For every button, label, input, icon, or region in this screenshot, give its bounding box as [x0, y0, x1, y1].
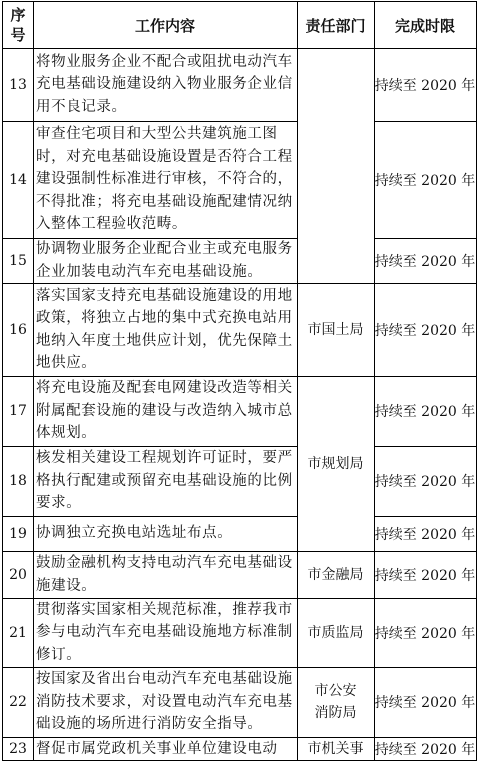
row-number: 18 [9, 473, 27, 489]
task-content: 审查住宅项目和大型公共建筑施工图时，对充电基础设施设置是否符合工程建设强制性标准进行审核，不符合的，不得批准；将充电基础设施配建情况纳入整体工程验收范畴。 [36, 126, 293, 233]
department-cell: 市机关事 [307, 741, 364, 757]
header-seq: 序号 [10, 6, 26, 44]
deadline-cell: 持续至 2020 年 [374, 404, 476, 420]
row-number: 16 [9, 321, 27, 338]
department-cell: 市金融局 [307, 566, 364, 583]
deadline-cell: 持续至 2020 年 [374, 474, 476, 490]
task-content: 按国家及省出台电动汽车充电基础设施消防技术要求，对设置电动汽车充电基础设施的场所进行消防安全指导。 [36, 671, 293, 733]
task-content: 鼓励金融机构支持电动汽车充电基础设施建设。 [36, 555, 293, 594]
deadline-cell: 持续至 2020 年 [374, 77, 476, 94]
deadline-cell: 持续至 2020 年 [374, 526, 476, 543]
task-content: 协调物业服务企业配合业主或充电服务企业加装电动汽车充电基础设施。 [36, 241, 293, 280]
task-content: 将物业服务企业不配合或阻扰电动汽车充电基础设施建设纳入物业服务企业信用不良记录。 [36, 53, 293, 115]
row-number: 20 [9, 566, 27, 583]
header-content: 工作内容 [134, 16, 195, 35]
task-content: 贯彻落实国家相关规范标准，推荐我市参与电动汽车充电基础设施地方标准制修订。 [36, 601, 293, 663]
department-cell: 市国土局 [307, 321, 364, 338]
task-content: 落实国家支持充电基础设施建设的用地政策，将独立占地的集中式充换电站用地纳入年度土地供应计划，优先保障土地供应。 [36, 287, 293, 371]
header-department: 责任部门 [305, 16, 366, 35]
department-cell: 市质监局 [307, 624, 364, 641]
row-number: 17 [9, 403, 27, 419]
deadline-cell: 持续至 2020 年 [374, 695, 476, 711]
task-content: 核发相关建设工程规划许可证时，要严格执行配建或预留充电基础设施的比例要求。 [36, 450, 293, 512]
task-content: 督促市属党政机关事业单位建设电动 [36, 740, 278, 757]
task-content: 将充电设施及配套电网建设改造等相关附属配套设施的建设与改造纳入城市总体规划。 [36, 380, 293, 442]
deadline-cell: 持续至 2020 年 [374, 742, 476, 758]
deadline-cell: 持续至 2020 年 [374, 625, 476, 642]
row-number: 22 [9, 694, 27, 710]
task-table [2, 1, 477, 761]
deadline-cell: 持续至 2020 年 [374, 322, 476, 339]
department-cell: 市规划局 [307, 455, 364, 472]
department-cell: 市公安消防局 [314, 683, 357, 721]
row-number: 21 [9, 624, 27, 641]
deadline-cell: 持续至 2020 年 [374, 567, 476, 584]
task-content: 协调独立充换电站选址布点。 [36, 525, 233, 542]
row-number: 14 [9, 171, 27, 188]
row-number: 15 [9, 252, 27, 269]
deadline-cell: 持续至 2020 年 [374, 253, 476, 270]
row-number: 19 [9, 525, 27, 542]
row-number: 23 [9, 741, 27, 757]
header-deadline: 完成时限 [394, 16, 455, 35]
row-number: 13 [9, 76, 27, 93]
deadline-cell: 持续至 2020 年 [374, 172, 476, 189]
